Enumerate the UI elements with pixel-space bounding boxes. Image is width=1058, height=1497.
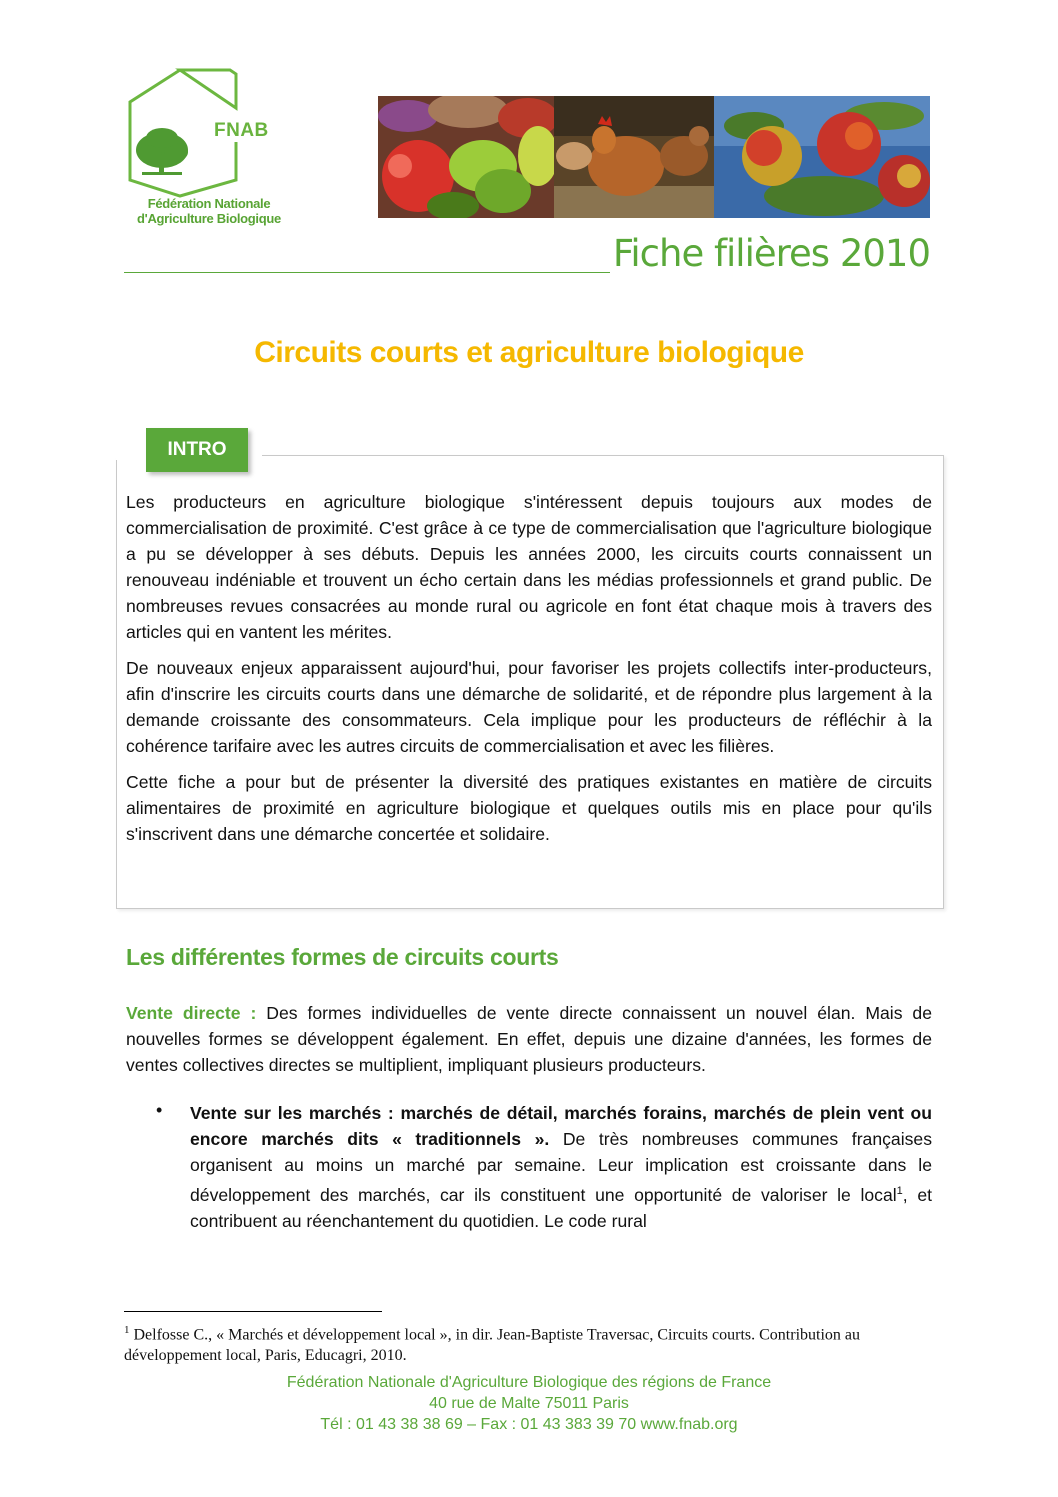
intro-paragraph: Cette fiche a pour but de présenter la diversité des pratiques existantes en matière de circuits alimentaires de proximité en agriculture biologique et quelques outils mis en place pour qu'ils s'inscrivent dans une démarche concertée et solidaire.	[126, 772, 932, 844]
page-footer	[0, 1372, 1058, 1435]
bullet-text-part1: De très nombreuses communes françaises organisent au moins un marché par semaine. Leur implication est croissante dans le développement des marchés, car ils constituent une opportunité de valoriser le local	[190, 1129, 932, 1205]
footnote-ref[interactable]: 1	[896, 1185, 903, 1197]
header-divider	[124, 272, 610, 273]
bullet-text-part2: , et contribuent au réenchantement du quotidien. Le code rural	[190, 1184, 932, 1231]
vente-directe-text: Des formes individuelles de vente directe connaissent un nouvel élan. Mais de nouvelles formes se développent également. En effet, depuis une dizaine d'années, les formes de ventes collectives directes se multiplient, impliquant plusieurs producteurs.	[126, 1003, 932, 1075]
header-photos	[378, 96, 930, 218]
apples-photo	[714, 96, 930, 218]
vegetables-photo	[378, 96, 554, 218]
footnote-divider	[124, 1311, 382, 1312]
intro-paragraph: De nouveaux enjeux apparaissent aujourd'hui, pour favoriser les projets collectifs inter-producteurs, afin d'inscrire les circuits courts dans une démarche de solidarité, et de répondre plus largement à la demande croissante des consommateurs. Cela implique pour les producteurs de réfléchir à la cohérence tarifaire avec les autres circuits de commercialisation et avec les filières.	[126, 658, 932, 756]
page-title: Circuits courts et agriculture biologique	[254, 336, 804, 369]
bullet-icon: •	[156, 1100, 163, 1120]
footnote-number: 1	[124, 1324, 130, 1336]
footnote-text: Delfosse C., « Marchés et développement local », in dir. Jean-Baptiste Traversac, Circuits courts. Contribution au développement local, Paris, Educagri, 2010.	[124, 1326, 861, 1365]
footnote	[124, 1320, 932, 1366]
footer-contact: Tél : 01 43 38 38 69 – Fax : 01 43 383 39 70 www.fnab.org	[320, 1416, 738, 1433]
intro-text	[126, 489, 932, 857]
intro-paragraph: Les producteurs en agriculture biologique s'intéressent depuis toujours aux modes de commercialisation de proximité. C'est grâce à ce type de commercialisation que l'agriculture biologique a pu se développer à ses débuts. Depuis les années 2000, les circuits courts connaissent un renouveau indéniable et trouvent un écho certain dans les médias professionnels et grand public. De nombreuses revues consacrées au monde rural ou agricole en font état chaque mois à travers des articles qui en vantent les mérites.	[126, 492, 932, 642]
section-heading: Les différentes formes de circuits courts	[126, 944, 559, 970]
logo-abbreviation: FNAB	[214, 120, 269, 141]
logo-full-name: Fédération Nationale d'Agriculture Biologique	[137, 196, 281, 226]
bullet-item-marches	[190, 1100, 932, 1234]
fnab-logo	[120, 62, 290, 232]
footer-organization: Fédération Nationale d'Agriculture Biologique des régions de France	[286, 1374, 772, 1391]
hens-photo	[554, 96, 714, 218]
vente-directe-paragraph	[126, 1000, 932, 1078]
document-series-title: Fiche filières 2010	[612, 232, 930, 275]
bullet-bold-text: Vente sur les marchés : marchés de détail, marchés forains, marchés de plein vent ou encore marchés dits « traditionnels ».	[190, 1103, 932, 1149]
vente-directe-lead: Vente directe :	[126, 1003, 257, 1023]
footer-address: 40 rue de Malte 75011 Paris	[429, 1395, 629, 1412]
intro-tab: INTRO	[146, 428, 248, 472]
